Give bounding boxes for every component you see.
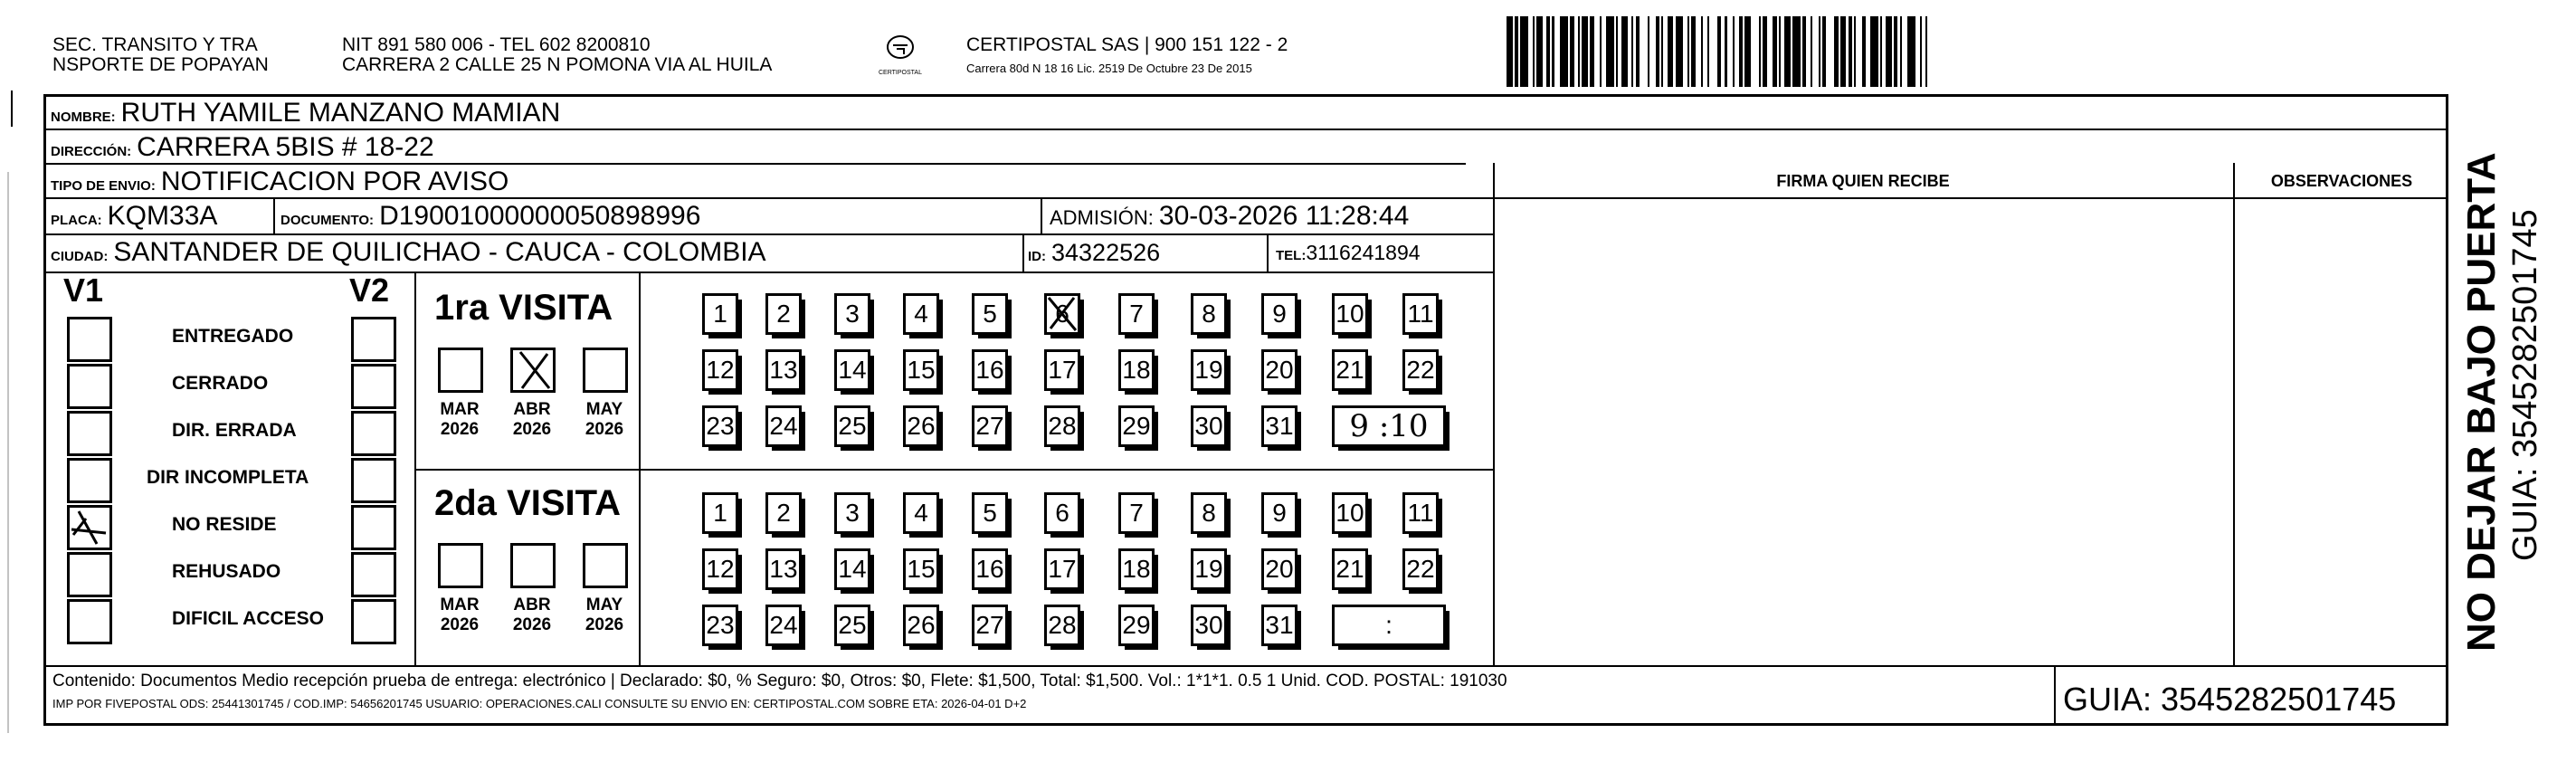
month-checkbox[interactable] [583, 348, 628, 393]
day-box[interactable]: 26 [903, 605, 939, 646]
barcode-bar [1582, 16, 1588, 87]
day-box[interactable]: 9 [1261, 293, 1298, 335]
margin-line [7, 172, 9, 733]
day-box[interactable]: 15 [903, 548, 939, 590]
carrier-logo [873, 33, 927, 76]
day-box[interactable]: 3 [834, 293, 870, 335]
day-box[interactable]: 27 [972, 405, 1008, 447]
documento-label: DOCUMENTO: [280, 213, 375, 228]
barcode-bar [1907, 16, 1915, 87]
time-box[interactable]: : [1332, 605, 1446, 646]
barcode-bar [1606, 16, 1614, 87]
check-mark-icon [513, 350, 553, 390]
day-box[interactable]: 26 [903, 405, 939, 447]
day-box[interactable]: 6 [1044, 492, 1080, 534]
day-box[interactable]: 2 [765, 293, 802, 335]
direccion-value: CARRERA 5BIS # 18-22 [137, 132, 434, 162]
carrier-logo-icon [873, 33, 927, 72]
visit-title: 2da VISITA [434, 483, 621, 523]
day-box[interactable]: 16 [972, 349, 1008, 391]
v1-checkbox[interactable] [67, 552, 112, 597]
day-box[interactable]: 11 [1402, 492, 1439, 534]
day-box[interactable]: 17 [1044, 349, 1080, 391]
v2-checkbox[interactable] [351, 505, 396, 550]
day-box[interactable]: 5 [972, 492, 1008, 534]
v2-checkbox[interactable] [351, 364, 396, 409]
v1-checkbox[interactable] [67, 505, 112, 550]
admision-value: 30-03-2026 11:28:44 [1158, 201, 1410, 231]
v2-checkbox[interactable] [351, 411, 396, 456]
rule [45, 271, 1493, 273]
rule [1022, 233, 1024, 271]
margin-mark [11, 90, 13, 127]
day-box[interactable]: 24 [765, 605, 802, 646]
month-label: MAY 2026 [585, 400, 624, 439]
barcode-bar [1560, 16, 1568, 87]
rule [414, 469, 1493, 471]
rule [1267, 233, 1269, 271]
carrier-line-2: Carrera 80d N 18 16 Lic. 2519 De Octubre 23 De 2015 [966, 62, 1252, 75]
month-checkbox[interactable] [510, 348, 556, 393]
month-checkbox[interactable] [510, 543, 556, 588]
day-box[interactable]: 5 [972, 293, 1008, 335]
day-box[interactable]: 7 [1118, 492, 1155, 534]
day-box[interactable]: 13 [765, 548, 802, 590]
barcode-bar [1840, 16, 1847, 87]
day-box[interactable]: 3 [834, 492, 870, 534]
day-box[interactable]: 25 [834, 405, 870, 447]
side-warning: NO DEJAR BAJO PUERTA [2459, 152, 2504, 652]
day-box[interactable]: 13 [765, 349, 802, 391]
logo-text: CERTIPOSTAL [879, 70, 922, 76]
day-box[interactable]: 12 [702, 548, 738, 590]
v1-checkbox[interactable] [67, 364, 112, 409]
nombre-label: NOMBRE: [51, 110, 116, 125]
barcode-bar [1767, 16, 1773, 87]
rule [1493, 163, 1495, 665]
barcode-bar [1812, 16, 1819, 87]
day-box[interactable]: 8 [1191, 293, 1227, 335]
month-label: ABR 2026 [512, 595, 552, 634]
barcode-bar [1870, 16, 1878, 87]
rule [45, 665, 2447, 667]
rule [45, 233, 1493, 235]
footer-guia: GUIA: 3545282501745 [2063, 681, 2397, 718]
day-box[interactable]: 11 [1402, 293, 1439, 335]
barcode [1507, 16, 2276, 87]
month-checkbox[interactable] [438, 348, 483, 393]
day-box[interactable]: 6 [1044, 293, 1080, 335]
day-box[interactable]: 4 [903, 492, 939, 534]
cross-mark-icon [1047, 296, 1078, 332]
status-label: REHUSADO [172, 561, 281, 582]
day-box[interactable]: 18 [1118, 349, 1155, 391]
day-box[interactable]: 4 [903, 293, 939, 335]
barcode-bar [1594, 16, 1601, 87]
tipo-label: TIPO DE ENVIO: [51, 178, 156, 194]
barcode-bar [1640, 16, 1648, 87]
tipo-value: NOTIFICACION POR AVISO [160, 167, 509, 196]
documento-row [280, 201, 700, 232]
status-label: DIR INCOMPLETA [147, 467, 309, 488]
day-box[interactable]: 22 [1402, 349, 1439, 391]
month-label: MAR 2026 [440, 595, 480, 634]
barcode-bar [1744, 16, 1751, 87]
day-box[interactable]: 14 [834, 349, 870, 391]
status-label: DIR. ERRADA [172, 420, 297, 441]
firma-header: FIRMA QUIEN RECIBE [1776, 172, 1950, 190]
day-box[interactable]: 23 [702, 605, 738, 646]
barcode-bar [1826, 16, 1834, 87]
v1-checkbox[interactable] [67, 317, 112, 362]
barcode-bar [1507, 16, 1513, 87]
carrier-line-1: CERTIPOSTAL SAS | 900 151 122 - 2 [966, 34, 1288, 55]
day-box[interactable]: 12 [702, 349, 738, 391]
rule [2054, 665, 2056, 724]
v2-checkbox[interactable] [351, 458, 396, 503]
v1-checkbox[interactable] [67, 458, 112, 503]
footer-content: Contenido: Documentos Medio recepción prueba de entrega: electrónico | Declarado: $0, % Seguro: $0, Otros: $0, Flete: $1,500, Total: $1,500. Vol.: 1*1*1. 0.5 1 Unid. COD. POSTAL: 191030 [52, 672, 1507, 691]
id-value: 34322526 [1051, 239, 1161, 266]
v2-checkbox[interactable] [351, 599, 396, 644]
day-box[interactable]: 18 [1118, 548, 1155, 590]
time-box[interactable]: 9 :10 [1332, 405, 1446, 447]
day-box[interactable]: 25 [834, 605, 870, 646]
day-box[interactable]: 20 [1261, 548, 1298, 590]
day-box[interactable]: 31 [1261, 405, 1298, 447]
placa-label: PLACA: [51, 213, 102, 228]
barcode-bar [1927, 16, 1934, 87]
day-box[interactable]: 9 [1261, 492, 1298, 534]
day-box[interactable]: 23 [702, 405, 738, 447]
day-box[interactable]: 8 [1191, 492, 1227, 534]
admision-row [1050, 201, 1409, 232]
day-box[interactable]: 1 [702, 492, 738, 534]
nit-line-1: NIT 891 580 006 - TEL 602 8200810 [342, 34, 651, 55]
v2-checkbox[interactable] [351, 317, 396, 362]
day-box[interactable]: 30 [1191, 605, 1227, 646]
rule [45, 197, 2447, 199]
tel-label: TEL: [1276, 248, 1307, 263]
rule [414, 271, 416, 665]
barcode-bar [1709, 16, 1717, 87]
v1-checkbox[interactable] [67, 599, 112, 644]
day-box[interactable]: 29 [1118, 605, 1155, 646]
id-label: ID: [1028, 249, 1046, 264]
barcode-bar [1886, 16, 1892, 87]
v2-checkbox[interactable] [351, 552, 396, 597]
nombre-value: RUTH YAMILE MANZANO MAMIAN [120, 98, 561, 128]
rule [2233, 163, 2235, 665]
month-label: MAR 2026 [440, 400, 480, 439]
documento-value: D19001000000050898996 [379, 201, 701, 231]
barcode-bar [1727, 16, 1734, 87]
footer-imp: IMP POR FIVEPOSTAL ODS: 25441301745 / COD.IMP: 54656201745 USUARIO: OPERACIONES.CALI CONSULTE SU ENVIO EN: CERTIPOSTAL.COM SOBRE ETA: 2026-04-01 D+2 [52, 697, 1027, 710]
barcode-bar [1696, 16, 1702, 87]
month-checkbox[interactable] [583, 543, 628, 588]
day-box[interactable]: 21 [1332, 349, 1368, 391]
day-box[interactable]: 10 [1332, 293, 1368, 335]
day-box[interactable]: 15 [903, 349, 939, 391]
status-label: CERRADO [172, 373, 269, 394]
day-box[interactable]: 20 [1261, 349, 1298, 391]
day-box[interactable]: 19 [1191, 548, 1227, 590]
direccion-label: DIRECCIÓN: [51, 144, 132, 159]
barcode-bar [1621, 16, 1628, 87]
observaciones-header: OBSERVACIONES [2270, 172, 2413, 190]
direccion-row [51, 132, 434, 163]
barcode-bar [1668, 16, 1674, 87]
barcode-bar [1902, 16, 1908, 87]
tel-row [1276, 241, 1421, 265]
day-box[interactable]: 28 [1044, 405, 1080, 447]
rule [639, 271, 641, 665]
check-mark-icon [70, 508, 109, 548]
tel-value: 3116241894 [1306, 241, 1421, 264]
ciudad-row [51, 237, 766, 268]
rule [273, 197, 275, 233]
month-label: MAY 2026 [585, 595, 624, 634]
nit-line-2: CARRERA 2 CALLE 25 N POMONA VIA AL HUILA [342, 54, 773, 75]
day-box[interactable]: 28 [1044, 605, 1080, 646]
month-label: ABR 2026 [512, 400, 552, 439]
day-box[interactable]: 14 [834, 548, 870, 590]
placa-row [51, 201, 217, 232]
day-box[interactable]: 17 [1044, 548, 1080, 590]
nombre-row [51, 98, 560, 129]
id-row [1028, 239, 1160, 267]
day-box[interactable]: 16 [972, 548, 1008, 590]
day-box[interactable]: 29 [1118, 405, 1155, 447]
v1-label: V1 [63, 271, 104, 309]
barcode-bar [1856, 16, 1862, 87]
side-guia: GUIA: 3545282501745 [2506, 209, 2544, 561]
barcode-bar [1554, 16, 1561, 87]
placa-value: KQM33A [107, 201, 218, 231]
barcode-bar [1676, 16, 1684, 87]
barcode-bar [1751, 16, 1759, 87]
barcode-bar [1520, 16, 1528, 87]
day-box[interactable]: 19 [1191, 349, 1227, 391]
day-box[interactable]: 22 [1402, 548, 1439, 590]
sender-line-2: NSPORTE DE POPAYAN [52, 54, 269, 75]
rule [45, 163, 1466, 165]
v1-checkbox[interactable] [67, 411, 112, 456]
barcode-bar [1536, 16, 1543, 87]
barcode-bar [1784, 16, 1791, 87]
status-label: DIFICIL ACCESO [172, 608, 325, 629]
day-box[interactable]: 2 [765, 492, 802, 534]
ciudad-label: CIUDAD: [51, 249, 109, 264]
day-box[interactable]: 31 [1261, 605, 1298, 646]
day-box[interactable]: 24 [765, 405, 802, 447]
day-box[interactable]: 30 [1191, 405, 1227, 447]
ciudad-value: SANTANDER DE QUILICHAO - CAUCA - COLOMBIA [113, 237, 766, 267]
day-box[interactable]: 27 [972, 605, 1008, 646]
barcode-bar [1649, 16, 1656, 87]
admision-label: ADMISIÓN: [1050, 206, 1154, 229]
tipo-row [51, 167, 509, 197]
day-box[interactable]: 21 [1332, 548, 1368, 590]
v2-label: V2 [349, 271, 390, 309]
status-label: NO RESIDE [172, 514, 277, 535]
visit-title: 1ra VISITA [434, 288, 613, 328]
sender-line-1: SEC. TRANSITO Y TRA [52, 34, 258, 55]
month-checkbox[interactable] [438, 543, 483, 588]
day-box[interactable]: 1 [702, 293, 738, 335]
rule [45, 129, 2447, 130]
day-box[interactable]: 7 [1118, 293, 1155, 335]
day-box[interactable]: 10 [1332, 492, 1368, 534]
barcode-bar [1792, 16, 1801, 87]
rule [1041, 197, 1042, 233]
status-label: ENTREGADO [172, 326, 294, 347]
